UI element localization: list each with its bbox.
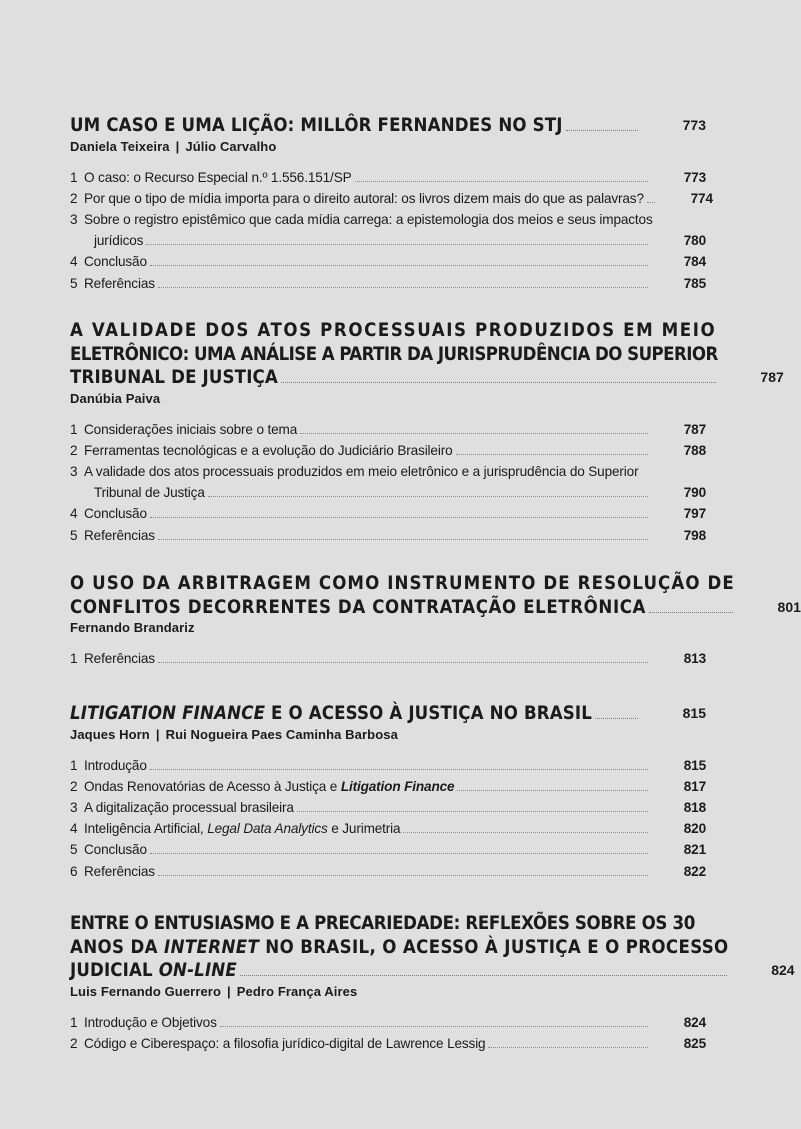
toc-item[interactable]: 1 Introdução 815 — [70, 757, 706, 773]
toc-item[interactable]: 4 Conclusão 784 — [70, 254, 706, 270]
toc-item[interactable]: 5 Referências 798 — [70, 527, 706, 543]
chapter-title[interactable]: O USO DA ARBITRAGEM COMO INSTRUMENTO DE RESOLUÇÃO DE CONFLITOS DECORRENTES DA CONTRATAÇÃO ELETRÔNICA — [70, 573, 735, 618]
toc-item[interactable]: 1 Considerações iniciais sobre o tema 787 — [70, 421, 706, 437]
chapter-title[interactable]: ENTRE O ENTUSIASMO E A PRECARIEDADE: REFLEXÕES SOBRE OS 30 ANOS DA INTERNET NO BRASIL, O ACESSO À JUSTIÇA E O PROCESSO JUDICIAL ON-LINE — [70, 913, 729, 981]
toc-item[interactable]: 2 Ondas Renovatórias de Acesso à Justiça e Litigation Finance 817 — [70, 778, 706, 794]
chapter-authors: Jaques Horn | Rui Nogueira Paes Caminha Barbosa — [70, 726, 398, 742]
chapter-page[interactable]: 773 — [682, 117, 706, 133]
chapter-page[interactable]: 801 — [777, 598, 801, 615]
chapter-title[interactable]: A VALIDADE DOS ATOS PROCESSUAIS PRODUZIDOS EM MEIO ELETRÔNICO: UMA ANÁLISE A PARTIR DA JURISPRUDÊNCIA DO SUPERIOR TRIBUNAL DE JUSTIÇA — [70, 320, 718, 388]
toc-item[interactable]: 2 Código e Ciberespaço: a filosofia jurídico-digital de Lawrence Lessig 825 — [70, 1035, 706, 1051]
chapter-title[interactable]: LITIGATION FINANCE E O ACESSO À JUSTIÇA NO BRASIL — [70, 702, 668, 726]
chapter-page[interactable]: 787 — [760, 369, 784, 385]
chapter-authors: Fernando Brandariz — [70, 620, 195, 635]
toc-item[interactable]: 2 Ferramentas tecnológicas e a evolução do Judiciário Brasileiro 788 — [70, 442, 706, 458]
table-of-contents — [70, 0, 801, 1129]
toc-item[interactable]: 1 Introdução e Objetivos 824 — [70, 1014, 706, 1030]
toc-item[interactable]: 1 O caso: o Recurso Especial n.º 1.556.151/SP 773 — [70, 169, 706, 185]
toc-item[interactable]: 6 Referências 822 — [70, 863, 706, 879]
toc-item[interactable]: 5 Conclusão 821 — [70, 842, 706, 858]
chapter-3 — [70, 572, 801, 669]
toc-item[interactable]: 1 Referências 813 — [70, 651, 706, 666]
chapter-authors: Danúbia Paiva — [70, 390, 161, 406]
chapter-1 — [70, 114, 713, 294]
chapter-authors: Daniela Teixeira | Júlio Carvalho — [70, 138, 277, 154]
chapter-authors: Luis Fernando Guerrero | Pedro França Aires — [70, 983, 358, 999]
toc-item[interactable]: 4 Conclusão 797 — [70, 506, 706, 522]
chapter-page[interactable]: 815 — [682, 705, 706, 721]
chapter-page[interactable]: 824 — [771, 962, 795, 978]
toc-item[interactable]: 3 A validade dos atos processuais produzidos em meio eletrônico e a jurisprudência do Superior Tribunal de Justiça 790 — [70, 463, 706, 501]
toc-item[interactable]: 3 Sobre o registro epistêmico que cada mídia carrega: a epistemologia dos meios e seus impactos jurídicos 780 — [70, 211, 706, 249]
chapter-2 — [70, 319, 784, 546]
chapter-4 — [70, 702, 706, 882]
toc-item[interactable]: 5 Referências 785 — [70, 275, 706, 291]
toc-item[interactable]: 3 A digitalização processual brasileira 818 — [70, 799, 706, 815]
toc-item[interactable]: 4 Inteligência Artificial, Legal Data Analytics e Jurimetria 820 — [70, 821, 706, 837]
chapter-title[interactable]: UM CASO E UMA LIÇÃO: MILLÔR FERNANDES NO STJ — [70, 114, 668, 138]
chapter-5 — [70, 912, 795, 1054]
toc-item[interactable]: 2 Por que o tipo de mídia importa para o direito autoral: os livros dizem mais do que as palavras? 774 — [70, 190, 713, 206]
